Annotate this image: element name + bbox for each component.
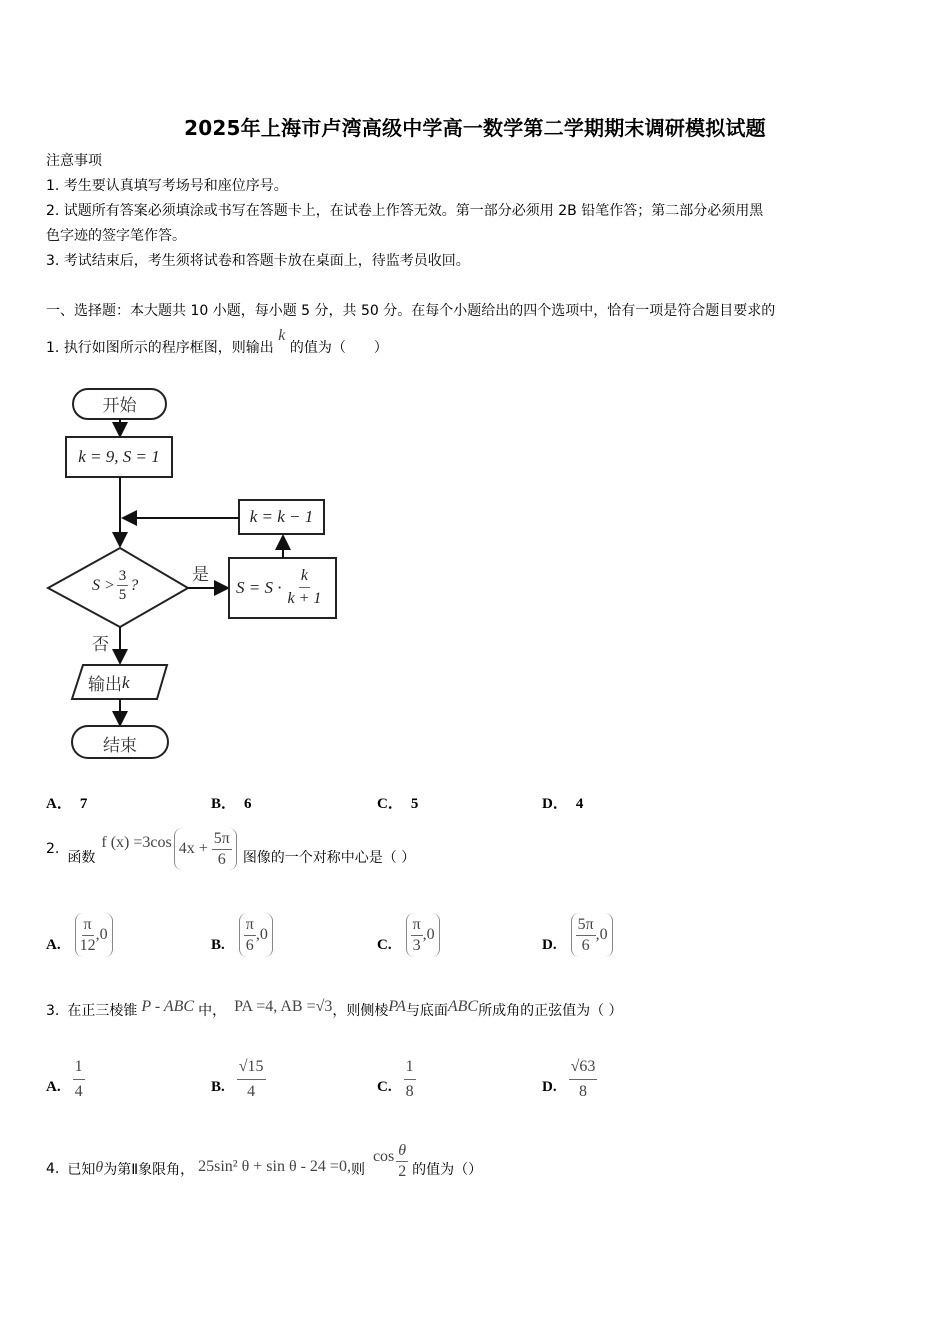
question-3-stem [46,1000,623,1020]
option-a[interactable] [46,792,87,813]
option-label: A． [46,796,72,812]
fraction-numerator: 1 [73,1056,85,1080]
option-label: D． [542,796,568,812]
question-4-stem [46,1138,482,1184]
fraction-numerator: π [82,916,94,936]
option-label: A. [46,1078,61,1095]
flowchart-no-label: 否 [92,635,109,655]
fraction-denominator: 12 [79,936,96,954]
section-heading: 一、选择题：本大题共 10 小题，每小题 5 分，共 50 分。在每个小题给出的四个选项中，恰有一项是符合题目要求的 [46,303,776,319]
fraction-numerator: √15 [237,1056,266,1080]
option-label: C. [377,936,392,953]
question-text: ，则侧棱 [332,1003,389,1019]
question-text: 的值为（） [412,1162,483,1178]
option-a[interactable] [46,910,113,960]
math-expr: ABC [447,998,479,1015]
math-cos: cos [372,1148,395,1165]
fraction-denominator: 4 [247,1082,256,1100]
formula-inner: 4x + [178,840,208,857]
fraction-numerator: π [411,916,423,936]
option-label: D. [542,936,557,953]
flowchart-yes-label: 是 [192,565,209,585]
option-value: 5 [410,796,419,812]
option-b[interactable] [211,910,273,960]
notice-item: 2. 试题所有答案必须填涂或书写在答题卡上，在试卷上作答无效。第一部分必须用 2B 铅笔作答；第二部分必须用黑 [46,203,764,219]
flowchart-condition [92,568,138,603]
option-value: 7 [79,796,88,812]
math-expr: PA [388,998,406,1015]
math-expr: P - ABC [141,998,195,1015]
question-text: 已知 [67,1162,96,1178]
option-label: B． [211,796,237,812]
question-text: 则 [350,1162,365,1178]
fraction-denominator: k + 1 [287,590,322,607]
option-label: A. [46,936,61,953]
question-number: 3. [46,1003,60,1019]
fraction-numerator: π [244,916,256,936]
option-label: C. [377,1078,392,1095]
option-label: B. [211,936,225,953]
fraction-denominator: 6 [581,936,590,954]
notice-item: 3. 考试结束后，考生须将试卷和答题卡放在桌面上，待监考员收回。 [46,253,470,269]
question-text: 图像的一个对称中心是（ ） [242,850,416,866]
fraction-denominator: 6 [217,850,226,868]
math-var-k: k [278,327,286,344]
notice-heading: 注意事项 [46,153,102,169]
condition-left: S > [92,576,115,594]
option-value: 4 [575,796,584,812]
notice-item: 1. 考生要认真填写考场号和座位序号。 [46,178,288,194]
update-left: S = S · [236,577,282,597]
question-number: 4. [46,1161,60,1177]
flowchart-decrement: k = k − 1 [249,507,314,526]
flowchart-output [88,670,130,695]
option-value [239,913,273,957]
option-label: D. [542,1078,557,1095]
fraction-denominator: 8 [578,1082,587,1100]
question-text: 为第Ⅱ象限角， [103,1162,195,1178]
fraction-numerator: 5π [212,830,232,850]
flowchart-start: 开始 [102,396,137,416]
update-fraction [287,566,321,609]
question-text: 在正三棱锥 [67,1003,138,1019]
option-tail: ,0 [255,926,268,943]
option-tail: ,0 [422,926,435,943]
math-theta: θ [95,1159,104,1176]
fraction-denominator: 6 [245,936,254,954]
formula-left: f (x) =3cos [101,834,172,851]
formula-fraction [212,830,232,869]
option-d[interactable] [542,792,583,813]
option-value [571,913,613,957]
question-number: 2. [46,841,60,857]
formula-paren [174,828,237,870]
output-var: k [122,672,130,692]
question-text: 与底面 [405,1003,448,1019]
option-tail: ,0 [95,926,108,943]
fraction-denominator: 4 [74,1082,83,1100]
question-number: 1. [46,340,60,356]
option-value [406,913,440,957]
option-d[interactable] [542,1054,597,1104]
fraction-numerator: k [299,566,310,588]
option-label: B. [211,1078,225,1095]
math-formula: 25sin² θ + sin θ - 24 =0, [198,1158,351,1175]
option-d[interactable] [542,910,613,960]
option-a[interactable] [46,1054,85,1104]
fraction-numerator: √63 [569,1056,598,1080]
fraction-numerator: 3 [118,568,127,584]
fraction-denominator: 5 [118,587,127,603]
output-label: 输出 [88,675,122,695]
flowchart-init: k = 9, S = 1 [78,447,160,466]
fraction-numerator: 1 [404,1056,416,1080]
fraction-numerator: 5π [576,916,596,936]
option-label: C． [377,796,403,812]
option-value: 6 [244,796,252,812]
question-2-stem [46,826,415,872]
math-expr: PA =4, AB =√3 [234,998,333,1015]
condition-fraction [117,568,129,603]
option-b[interactable] [211,792,252,813]
question-text: 中， [198,1003,227,1019]
question-text: 所成角的正弦值为（ ） [478,1003,623,1019]
flowchart [40,380,360,770]
fraction-denominator: 2 [398,1162,407,1180]
fraction-numerator: θ [396,1142,408,1162]
flowchart-update [236,566,321,609]
notice-item: 色字迹的签字笔作答。 [46,228,186,244]
option-value [75,913,113,957]
question-text: 执行如图所示的程序框图，则输出 [63,340,274,356]
option-c[interactable] [377,910,440,960]
condition-question-mark: ? [130,576,139,594]
question-text: 函数 [67,850,96,866]
question-1-stem [46,327,388,358]
flowchart-end: 结束 [103,736,137,756]
fraction-denominator: 3 [412,936,421,954]
option-tail: ,0 [595,926,608,943]
option-c[interactable] [377,792,418,813]
option-c[interactable] [377,1054,416,1104]
page-title: 2025年上海市卢湾高级中学高一数学第二学期期末调研模拟试题 [184,116,766,140]
question-text: 的值为（ ） [289,340,388,356]
fraction-denominator: 8 [405,1082,414,1100]
option-b[interactable] [211,1054,266,1104]
